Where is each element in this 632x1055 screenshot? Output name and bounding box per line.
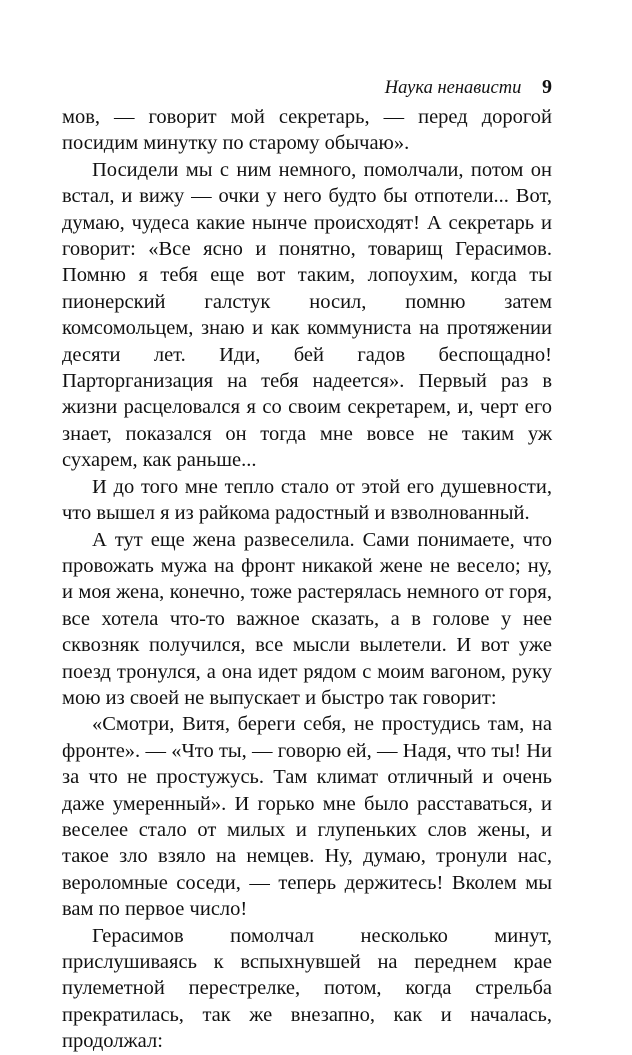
body-text [62, 104, 552, 1055]
paragraph: Посидели мы с ним немного, помолчали, потом он встал, и вижу — очки у него будто бы отпотели... Вот, думаю, чудеса какие нынче происходят! А секретарь и говорит: «Все ясно и понятно, товарищ Герасимов. Помню я тебя еще вот таким, лопоухим, когда ты пионерский галстук носил, помню затем комсомольцем, знаю и как коммуниста на протяжении десяти лет. Иди, бей гадов беспощадно! Парторганизация на тебя надеется». Первый раз в жизни расцеловался я со своим секретарем, и, черт его знает, показался он тогда мне вовсе не таким уж сухарем, как раньше... [62, 158, 552, 472]
paragraph: И до того мне тепло стало от этой его душевности, что вышел я из райкома радостный и взволнованный. [62, 475, 552, 525]
page-number: 9 [542, 76, 552, 98]
paragraph-continuation: мов, — говорит мой секретарь, — перед дорогой посидим минутку по старому обычаю». [62, 106, 552, 155]
book-page [62, 72, 552, 1055]
running-header [62, 72, 552, 102]
paragraph: А тут еще жена развеселила. Сами понимаете, что провожать мужа на фронт никакой жене не весело; ну, и моя жена, конечно, тоже растерялась немного от горя, все хотела что-то важное сказать, а в голове у нее сквозняк получился, все мысли вылетели. И вот уже поезд тронулся, а она идет рядом с моим вагоном, руку мою из своей не выпускает и быстро так говорит: [62, 528, 552, 709]
paragraph: «Смотри, Витя, береги себя, не простудись там, на фронте». — «Что ты, — говорю ей, — Надя, что ты! Ни за что не простужусь. Там климат отличный и очень даже умеренный». И горько мне было расставаться, и веселее стало от милых и глупеньких слов жены, и такое зло взяло на немцев. Ну, думаю, тронули нас, вероломные соседи, — теперь держитесь! Вколем мы вам по первое число! [62, 713, 552, 921]
running-title: Наука ненависти [384, 78, 522, 98]
paragraph: Герасимов помолчал несколько минут, прислушиваясь к вспыхнувшей на переднем крае пулеметной перестрелке, потом, когда стрельба прекратилась, так же внезапно, как и началась, продолжал: [62, 924, 552, 1053]
